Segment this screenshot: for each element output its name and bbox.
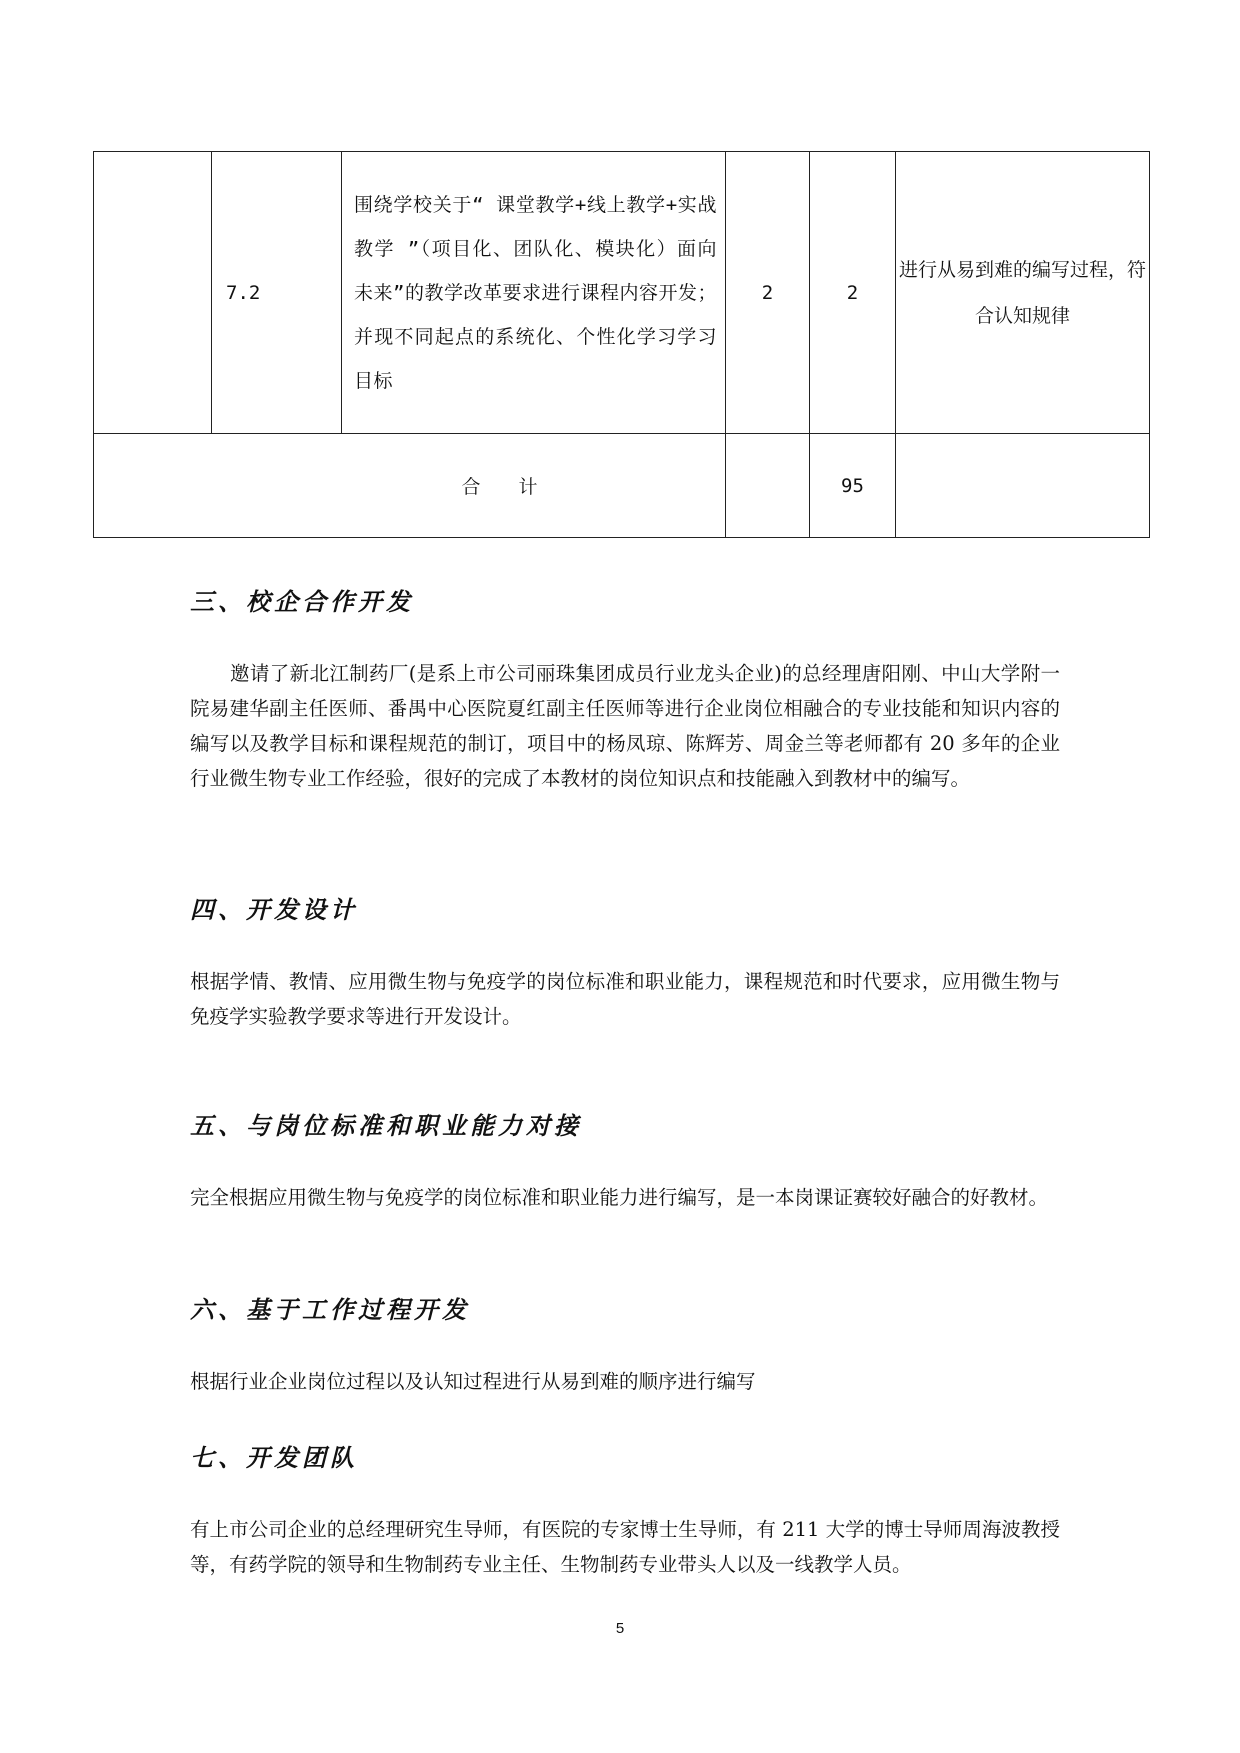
section-body-6: 根据行业企业岗位过程以及认知过程进行从易到难的顺序进行编写 [190, 1370, 756, 1393]
section-title-5: 五、与岗位标准和职业能力对接 [190, 1111, 582, 1140]
item-value-b: 2 [810, 152, 896, 434]
total-value: 95 [810, 434, 896, 538]
section-body-3: 邀请了新北江制药厂(是系上市公司丽珠集团成员行业龙头企业)的总经理唐阳刚、中山大学附一院易建华副主任医师、番禺中心医院夏红副主任医师等进行企业岗位相融合的专业技能和知识内容的编写以及教学目标和课程规范的制订，项目中的杨凤琼、陈辉芳、周金兰等老师都有 20 多年的企业行业微生物专业工作经验，很好的完成了本教材的岗位知识点和技能融入到教材中的编写。 [190, 662, 1060, 790]
section-body-7: 有上市公司企业的总经理研究生导师，有医院的专家博士生导师，有 211 大学的博士导师周海波教授等，有药学院的领导和生物制药专业主任、生物制药专业带头人以及一线教学人员。 [190, 1518, 1060, 1576]
section-body-4: 根据学情、教情、应用微生物与免疫学的岗位标准和职业能力，课程规范和时代要求，应用微生物与免疫学实验教学要求等进行开发设计。 [190, 970, 1060, 1028]
curriculum-table [93, 151, 1150, 538]
page-number: 5 [615, 1620, 625, 1637]
section-title-6: 六、基于工作过程开发 [190, 1295, 470, 1324]
section-title-4: 四、开发设计 [190, 895, 358, 924]
item-number: 7.2 [212, 152, 342, 434]
section-title-3: 三、校企合作开发 [190, 587, 414, 616]
item-note: 进行从易到难的编写过程，符合认知规律 [896, 152, 1150, 434]
total-label: 合 计 [94, 434, 726, 538]
item-content: 围绕学校关于“ 课堂教学+线上教学+实战教学 ”（项目化、团队化、模块化）面向未来”的教学改革要求进行课程内容开发；并现不同起点的系统化、个性化学习学习目标 [342, 152, 726, 434]
table-cell-empty [94, 152, 212, 434]
table-cell-empty [896, 434, 1150, 538]
table-row [94, 152, 1150, 434]
section-title-7: 七、开发团队 [190, 1443, 358, 1472]
total-row [94, 434, 1150, 538]
section-body-5: 完全根据应用微生物与免疫学的岗位标准和职业能力进行编写，是一本岗课证赛较好融合的好教材。 [190, 1186, 1049, 1209]
table-cell-empty [726, 434, 810, 538]
item-value-a: 2 [726, 152, 810, 434]
